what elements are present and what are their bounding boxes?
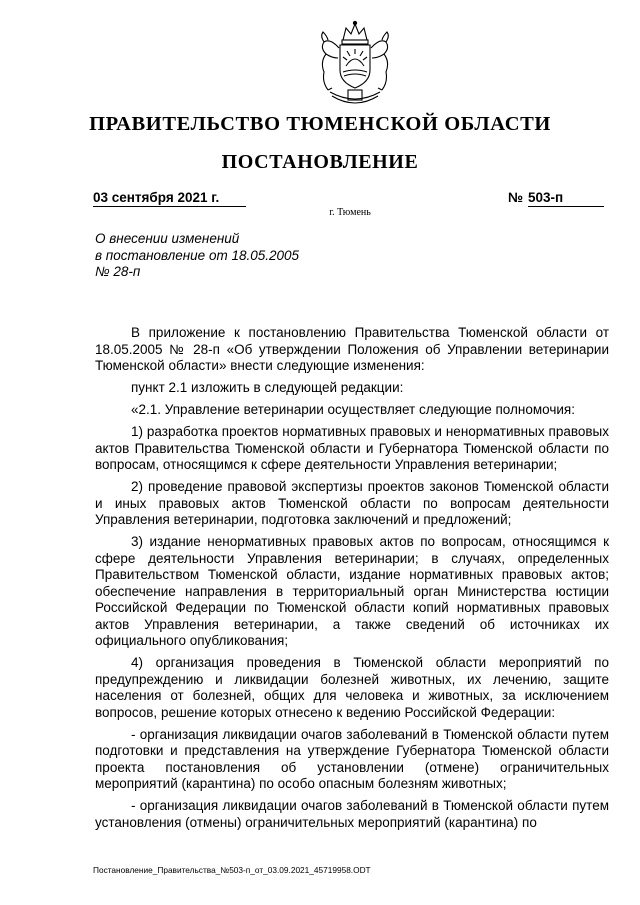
- subject-line: О внесении изменений: [95, 231, 240, 246]
- body-paragraph: - организация ликвидации очагов заболеваний в Тюменской области путем установления (отмены) ограничительных мероприятий (карантина) по: [95, 798, 609, 830]
- body-paragraph: «2.1. Управление ветеринарии осуществляет следующие полномочия:: [131, 402, 575, 417]
- body-paragraph: 2) проведение правовой экспертизы проектов законов Тюменской области и иных правовых актов Тюменской области по вопросам деятельности Управления ветеринарии, подготовка заключений и предложений;: [95, 479, 609, 527]
- body-paragraph: 4) организация проведения в Тюменской области мероприятий по предупреждению и ликвидации болезней животных, их лечению, защите населения от болезней, общих для человека и животных, за исключением вопросов, решение которых отнесено к ведению Российской Федерации:: [95, 655, 609, 720]
- document-number-label: №: [508, 190, 524, 205]
- coat-of-arms-icon: [310, 18, 400, 110]
- body-paragraph: 1) разработка проектов нормативных правовых и ненормативных правовых актов Правительства Тюменской области и Губернатора Тюменской области по вопросам, относящимся к сфере деятельности Управления ветеринарии;: [95, 424, 609, 472]
- document-city: г. Тюмень: [329, 207, 371, 218]
- government-title: ПРАВИТЕЛЬСТВО ТЮМЕНСКОЙ ОБЛАСТИ: [89, 113, 551, 135]
- body-paragraph: пункт 2.1 изложить в следующей редакции:: [131, 380, 404, 395]
- document-date: 03 сентября 2021 г.: [93, 189, 246, 207]
- subject-line: № 28-п: [95, 264, 141, 279]
- footer-filename: Постановление_Правительства_№503-п_от_03.09.2021_45719958.ODT: [93, 865, 371, 875]
- document-body: [95, 325, 609, 837]
- subject-line: в постановление от 18.05.2005: [95, 247, 300, 263]
- document-subject: [95, 231, 355, 281]
- body-paragraph: 3) издание ненормативных правовых актов по вопросам, относящимся к сфере деятельности Управления ветеринарии; в случаях, определенных Правительством Тюменской области, издание нормативных правовых актов; обеспечение направления в территориальный орган Министерства юстиции Российской Федерации по Тюменской области копий нормативных правовых актов Управления ветеринарии, а также сведений об источниках их официального опубликования;: [95, 534, 609, 648]
- document-number: 503-п: [528, 189, 604, 207]
- body-paragraph: - организация ликвидации очагов заболеваний в Тюменской области путем подготовки и представления на утверждение Губернатора Тюменской области проекта постановления об установлении (отмене) ограничительных мероприятий (карантина) по особо опасным болезням животных;: [95, 726, 609, 791]
- document-type-title: ПОСТАНОВЛЕНИЕ: [221, 151, 419, 173]
- body-paragraph: В приложение к постановлению Правительства Тюменской области от 18.05.2005 № 28-п «Об утверждении Положения об Управлении ветеринарии Тюменской области» внести следующие изменения:: [95, 325, 609, 373]
